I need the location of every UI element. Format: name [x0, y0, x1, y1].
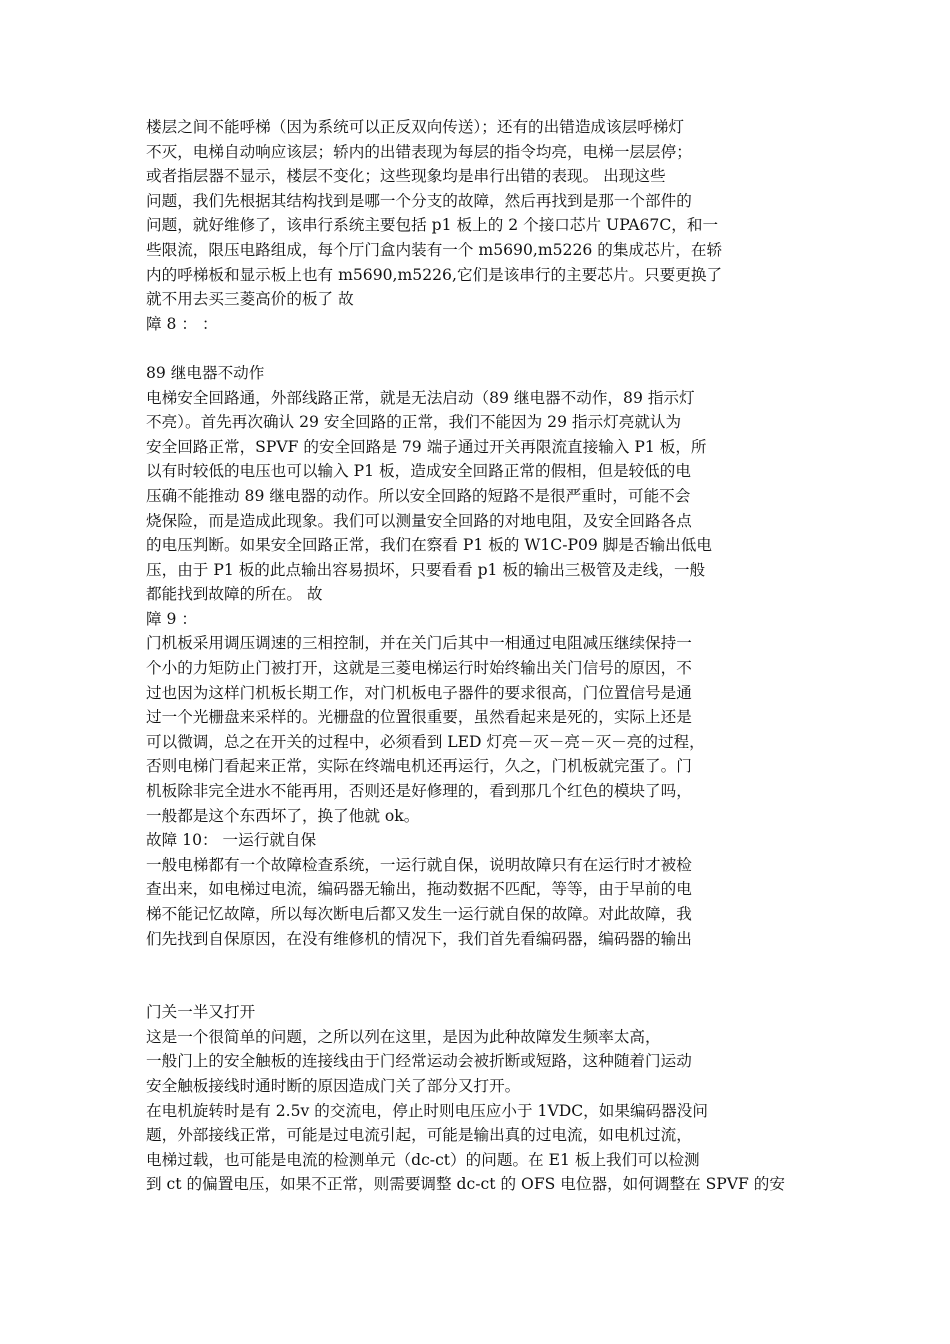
text-line: 过也因为这样门机板长期工作，对门机板电子器件的要求很高，门位置信号是通	[146, 683, 692, 702]
text-line: 一般都是这个东西坏了，换了他就 ok。	[146, 806, 420, 825]
text-line: 安全回路正常，SPVF 的安全回路是 79 端子通过开关再限流直接输入 P1 板，所	[146, 437, 707, 456]
text-line: 梯不能记忆故障，所以每次断电后都又发生一运行就自保的故障。对此故障，我	[146, 905, 692, 923]
text-line: 们先找到自保原因，在没有维修机的情况下，我们首先看编码器，编码器的输出	[146, 929, 692, 948]
text-line: 安全触板接线时通时断的原因造成门关了部分又打开。	[146, 1076, 521, 1095]
section-heading: 门关一半又打开	[146, 1003, 256, 1022]
text-line: 烧保险，而是造成此现象。我们可以测量安全回路的对地电阻，及安全回路各点	[146, 511, 692, 530]
text-line: 到 ct 的偏置电压，如果不正常，则需要调整 dc-ct 的 OFS 电位器，如何调整在 SPVF 的安	[146, 1175, 785, 1194]
text-line: 机板除非完全进水不能再用，否则还是好修理的，看到那几个红色的模块了吗，	[146, 782, 692, 801]
text-line: 一般门上的安全触板的连接线由于门经常运动会被折断或短路，这种随着门运动	[146, 1052, 692, 1071]
text-line: 查出来，如电梯过电流，编码器无输出，拖动数据不匹配，等等，由于早前的电	[146, 880, 692, 899]
section-heading: 障 8 ： ：	[146, 314, 218, 333]
section-heading: 故障 10： 一运行就自保	[146, 831, 317, 850]
text-line: 以有时较低的电压也可以输入 P1 板，造成安全回路正常的假相，但是较低的电	[146, 462, 691, 481]
text-line: 或者指层器不显示，楼层不变化；这些现象均是串行出错的表现。 出现这些	[146, 167, 666, 186]
text-line: 电梯过载，也可能是电流的检测单元（dc-ct）的问题。在 E1 板上我们可以检测	[146, 1150, 700, 1169]
text-line: 可以微调，总之在开关的过程中，必须看到 LED 灯亮－灭－亮－灭－亮的过程，	[146, 732, 705, 751]
text-line: 门机板采用调压调速的三相控制，并在关门后其中一相通过电阻减压继续保持一	[146, 634, 692, 653]
text-line: 过一个光栅盘来采样的。光栅盘的位置很重要，虽然看起来是死的，实际上还是	[146, 708, 692, 727]
section-heading: 障 9 ：	[146, 609, 198, 628]
blank-space	[146, 951, 846, 1000]
text-line: 题，外部接线正常，可能是过电流引起，可能是输出真的过电流，如电机过流，	[146, 1126, 692, 1145]
text-line: 不灭，电梯自动响应该层；轿内的出错表现为每层的指令均亮，电梯一层层停；	[146, 142, 692, 161]
text-line: 个小的力矩防止门被打开，这就是三菱电梯运行时始终输出关门信号的原因，不	[146, 659, 692, 678]
text-line: 内的呼梯板和显示板上也有 m5690,m5226,它们是该串行的主要芯片。只要更换了	[146, 265, 723, 284]
blank-line	[146, 336, 846, 361]
document-body	[146, 115, 846, 1197]
text-line: 一般电梯都有一个故障检查系统，一运行就自保，说明故障只有在运行时才被检	[146, 855, 692, 874]
text-line: 就不用去买三菱高价的板了 故	[146, 290, 354, 309]
text-line: 问题，就好维修了，该串行系统主要包括 p1 板上的 2 个接口芯片 UPA67C，和一	[146, 216, 719, 235]
text-line: 楼层之间不能呼梯（因为系统可以正反双向传送）；还有的出错造成该层呼梯灯	[146, 118, 684, 136]
text-line: 电梯安全回路通，外部线路正常，就是无法启动（89 继电器不动作，89 指示灯	[146, 388, 695, 407]
text-line: 否则电梯门看起来正常，实际在终端电机还再运行，久之，门机板就完蛋了。门	[146, 757, 692, 776]
text-line: 压确不能推动 89 继电器的动作。所以安全回路的短路不是很严重时，可能不会	[146, 486, 691, 505]
text-line: 的电压判断。如果安全回路正常，我们在察看 P1 板的 W1C-P09 脚是否输出低电	[146, 536, 712, 555]
text-line: 问题，我们先根据其结构找到是哪一个分支的故障，然后再找到是那一个部件的	[146, 191, 692, 210]
text-line: 压，由于 P1 板的此点输出容易损坏，只要看看 p1 板的输出三极管及走线，一般	[146, 560, 706, 579]
text-line: 不亮）。首先再次确认 29 安全回路的正常，我们不能因为 29 指示灯亮就认为	[146, 413, 682, 432]
section-heading: 89 继电器不动作	[146, 363, 265, 382]
text-line: 这是一个很简单的问题，之所以列在这里，是因为此种故障发生频率太高，	[146, 1027, 661, 1046]
text-line: 都能找到故障的所在。 故	[146, 585, 323, 604]
text-line: 些限流，限压电路组成，每个厅门盒内装有一个 m5690,m5226 的集成芯片，在轿	[146, 240, 723, 259]
text-line: 在电机旋转时是有 2.5v 的交流电，停止时则电压应小于 1VDC，如果编码器没问	[146, 1101, 708, 1120]
